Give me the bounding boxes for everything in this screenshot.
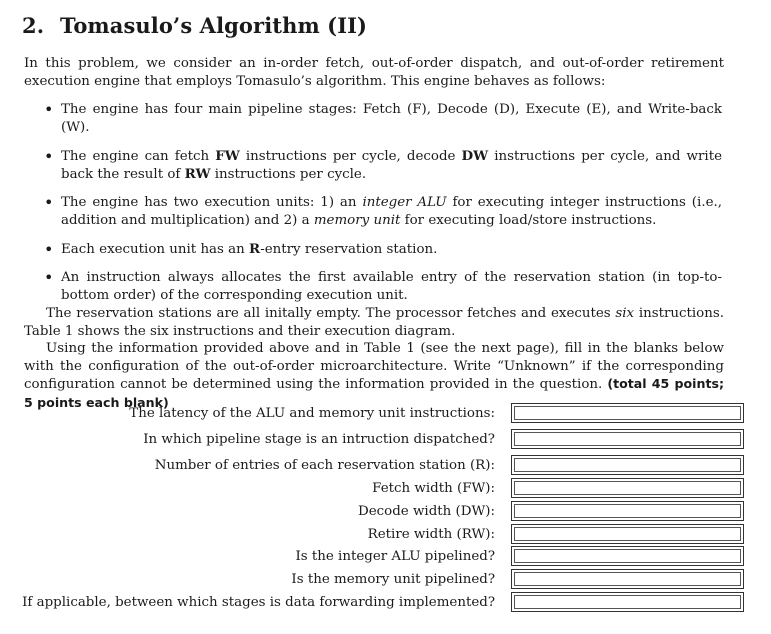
question-label: Fetch width (FW):	[372, 481, 495, 496]
question-row	[0, 403, 771, 425]
question-label: Is the integer ALU pipelined?	[295, 549, 495, 564]
rw-term: RW	[184, 165, 211, 182]
engine-behavior-list	[42, 101, 722, 304]
answer-field[interactable]	[511, 403, 744, 423]
bullet-text: instructions per cycle, decode	[239, 149, 462, 165]
bullet-execution-units	[42, 194, 722, 229]
question-row	[0, 592, 771, 614]
bullet-text: The engine has two execution units: 1) an	[61, 195, 363, 211]
bullet-reservation-station	[42, 241, 722, 259]
bullet-text: for executing load/store instructions.	[400, 212, 657, 228]
six-term: six	[615, 306, 635, 321]
bullet-text: An instruction always allocates the first available entry of the reservation station (in top-to-bottom order) of the corresponding execution unit.	[61, 270, 722, 303]
answer-field-inner	[514, 504, 741, 518]
question-label: If applicable, between which stages is data forwarding implemented?	[22, 595, 495, 610]
question-row	[0, 501, 771, 523]
answer-field[interactable]	[511, 592, 744, 612]
answer-field[interactable]	[511, 429, 744, 449]
question-label: Decode width (DW):	[357, 504, 495, 519]
bullet-text: instructions per cycle.	[210, 166, 367, 182]
bullet-text: for executing integer instructions (i.e., addition and multiplication) and 2) a	[61, 195, 723, 228]
question-label: Retire width (RW):	[367, 527, 495, 542]
section-number: 2.	[22, 13, 45, 38]
bullet-pipeline-stages	[42, 101, 722, 136]
bullet-text: The engine can fetch	[61, 149, 216, 165]
paragraph-text: Using the information provided above and in Table 1 (see the next page), fill in the blanks below with the configuration of the out-of-order microarchitecture. Write “Unknown” if the corresponding configuration cannot be determined using the information provided in the question.	[24, 341, 724, 393]
paragraph-text: instructions. Table 1 shows the six instructions and their execution diagram.	[24, 306, 724, 339]
question-label: In which pipeline stage is an intruction dispatched?	[143, 432, 495, 447]
intro-paragraph: In this problem, we consider an in-order fetch, out-of-order dispatch, and out-of-order retirement execution engine that employs Tomasulo’s algorithm. This engine behaves as follows:	[24, 56, 724, 89]
question-label: Is the memory unit pipelined?	[291, 572, 495, 587]
integer-alu-term: integer ALU	[362, 195, 447, 211]
question-row	[0, 455, 771, 477]
answer-field[interactable]	[511, 478, 744, 498]
bullet-text: The engine has four main pipeline stages: Fetch (F), Decode (D), Execute (E), and Write-back (W).	[61, 102, 722, 135]
instructions-paragraph	[24, 340, 724, 412]
answer-field-inner	[514, 406, 741, 420]
question-row	[0, 569, 771, 591]
answer-field[interactable]	[511, 569, 744, 589]
memory-unit-term: memory unit	[313, 212, 401, 228]
section-heading	[22, 13, 367, 38]
question-label: Number of entries of each reservation station (R):	[154, 458, 495, 473]
answer-field-inner	[514, 572, 741, 586]
question-row	[0, 478, 771, 500]
answer-field-inner	[514, 458, 741, 472]
bullet-allocation	[42, 269, 722, 304]
answer-field[interactable]	[511, 524, 744, 544]
points-note: (total 45 points; 5 points each blank)	[24, 376, 724, 410]
question-row	[0, 546, 771, 568]
section-title: Tomasulo’s Algorithm (II)	[60, 13, 368, 38]
bullet-text: -entry reservation station.	[260, 241, 438, 257]
bullet-text: Each execution unit has an	[61, 241, 250, 257]
answer-field-inner	[514, 549, 741, 563]
answer-field-inner	[514, 527, 741, 541]
bullet-text: instructions per cycle, and write back the result of	[61, 149, 722, 182]
answer-field[interactable]	[511, 501, 744, 521]
answer-field[interactable]	[511, 546, 744, 566]
answer-field-inner	[514, 595, 741, 609]
question-label: The latency of the ALU and memory unit instructions:	[129, 406, 495, 421]
r-term: R	[249, 240, 261, 257]
question-row	[0, 524, 771, 546]
fw-term: FW	[215, 148, 240, 165]
bullet-widths	[42, 148, 722, 183]
reservation-paragraph	[24, 305, 724, 340]
paragraph-text: The reservation stations are all initally empty. The processor fetches and executes	[46, 306, 616, 321]
answer-field-inner	[514, 432, 741, 446]
answer-field[interactable]	[511, 455, 744, 475]
answer-field-inner	[514, 481, 741, 495]
question-row	[0, 429, 771, 451]
dw-term: DW	[461, 148, 489, 165]
